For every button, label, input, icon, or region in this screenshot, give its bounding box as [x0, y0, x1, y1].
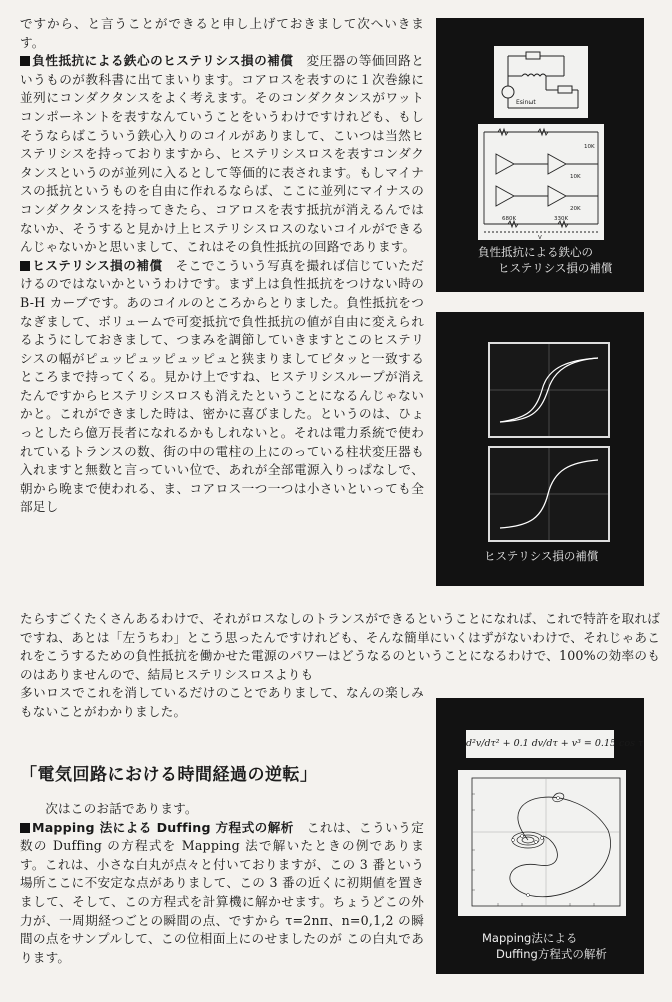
svg-text:10K: 10K [584, 144, 595, 150]
svg-text:V: V [538, 235, 542, 240]
svg-text:10K: 10K [570, 174, 581, 180]
figure-duffing-mapping [436, 698, 644, 974]
phase-plane-plot [458, 770, 626, 916]
figure-hysteresis-bh-curves [436, 312, 644, 586]
duffing-equation-box [466, 730, 644, 758]
section-negative-resistance: 負性抵抗による鉄心のヒステリシス損の補償 変圧器の等価回路というものが教科書に出てまいります。コアロスを表すのに１次巻線に並列にコンダクタンスをよく考えます。そのコンダクタンスがワットコンポーネントを表すなんていうことをいうわけですけれども、もしそうならばこういう鉄心入りのコイルがありまして、こいつは当然ヒステリシスを持っておりますから、ヒステリシスロスを表すコンダクタンスというのが並列に入るとして等価的に表されます。もしマイナスの抵抗というものを自由に作れるならば、ここに並列にマイナスのコンダクタンスを持ってきたら、コアロスを表す抵抗が消えるんではないか、そうすると見かけ上ヒステリシスロスのないコイルができるんじゃないかと思いまして、これはその負性抵抗の回路であります。 [20, 53, 424, 255]
paragraph-next-topic: 次はこのお話であります。 [45, 801, 198, 816]
text-block-4 [20, 800, 424, 967]
figure-3-caption: Mapping法による Duffing方程式の解析 [482, 931, 607, 961]
negative-resistance-circuit-svg [478, 124, 604, 240]
svg-text:330K: 330K [554, 216, 569, 222]
square-bullet-icon [20, 56, 30, 66]
svg-text:Esinωt: Esinωt [516, 99, 536, 106]
bh-curve-with-hysteresis [488, 342, 610, 438]
circuit-diagram-top [494, 46, 588, 118]
transformer-circuit-svg [494, 46, 588, 118]
text-block-1 [20, 15, 424, 517]
paragraph-intro: ですから、と言うことができると申し上げておきまして次へいきます。 [20, 16, 424, 50]
bh-curve-svg-1 [490, 344, 608, 436]
section-hysteresis-compensation: ヒステリシス損の補償 そこでこういう写真を撮れば信じていただけるのではないかというわけです。まず上は負性抵抗をつけない時の B-H カーブです。あのコイルのところからとりました。負性抵抗をつなぎまして、ボリュームで可変抵抗で負性抵抗の値が自由に変えられるようにしておきまして、つまみを調節していきますとこのヒステリシスの幅がピュッピュッピュッピュと狭まりましてピタッと一致するところまで持ってくる。見かけ上ですね、ヒステリシスループが消えたんですからヒステリシスロスも消えたということになるんじゃないかと。これができました時は、密かに喜びました。というのは、ひょっとしたら億万長者になれるかもしれないと。それは電力系統で使われているトランスの数、街の中の電柱の上にのっている柱状変圧器も入れますと無数と言っていい位で、あれが全部電源入りっぱなしで、朝から晩まで使われる、ま、コアロス一つ一つは小さいといっても全部足し [20, 257, 424, 515]
figure-1-caption: 負性抵抗による鉄心の ヒステリシス損の補償 [478, 245, 613, 275]
heading-negative-resistance: 負性抵抗による鉄心のヒステリシス損の補償 [20, 53, 293, 68]
heading-duffing: Mapping 法による Duffing 方程式の解析 [20, 820, 294, 835]
figure-2-caption: ヒステリシス損の補償 [484, 549, 599, 563]
phase-plane-svg [458, 770, 626, 916]
square-bullet-icon [20, 823, 30, 833]
circuit-diagram-bottom [478, 124, 604, 240]
svg-text:680K: 680K [502, 216, 517, 222]
text-block-3 [20, 684, 424, 721]
heading-hysteresis-compensation: ヒステリシス損の補償 [20, 258, 163, 273]
paragraph-conclusion: 多いロスでこれを消しているだけのことでありまして、なんの楽しみもないことがわかりました。 [20, 685, 424, 719]
figure-negative-resistance-circuit [436, 18, 644, 292]
bh-curve-svg-2 [490, 448, 608, 540]
text-block-2 [20, 610, 660, 684]
duffing-equation: d²v/dτ² + 0.1 dv/dτ + v³ = 0.15 cos τ [466, 738, 644, 749]
paragraph-full-width: たらすごくたくさんあるわけで、それがロスなしのトランスができるということになれば、これで特許を取ればですね、あとは「左うちわ」とこう思ったんですけれども、そんな簡単にいくはずがないわけで、それじゃあこれをこうするための負性抵抗を働かせた電源のパワーはどうなるのということになるわけで、100%の効率のものはありませんので、結局ヒステリシスロスよりも [20, 611, 660, 682]
svg-text:20K: 20K [570, 206, 581, 212]
bh-curve-compensated [488, 446, 610, 542]
section-title: 「電気回路における時間経過の逆転」 [20, 765, 318, 785]
square-bullet-icon [20, 261, 30, 271]
section-duffing: Mapping 法による Duffing 方程式の解析 これは、こういう定数の Duffing の方程式を Mapping 法で解いたときの例であります。これは、小さな白丸が点々と付いておりますが、この 3 番という場所ここに不安定な点がありまして、この 3 番の近くに初期値を置きまして、そして、この方程式を計算機に解かせます。ちょうどこの外力が、一周期経つごとの瞬間の点、ですから τ=2nπ、n=0,1,2 の瞬間の点をサンプルして、この位相面上にのせましたのが この白丸であります。 [20, 819, 424, 965]
